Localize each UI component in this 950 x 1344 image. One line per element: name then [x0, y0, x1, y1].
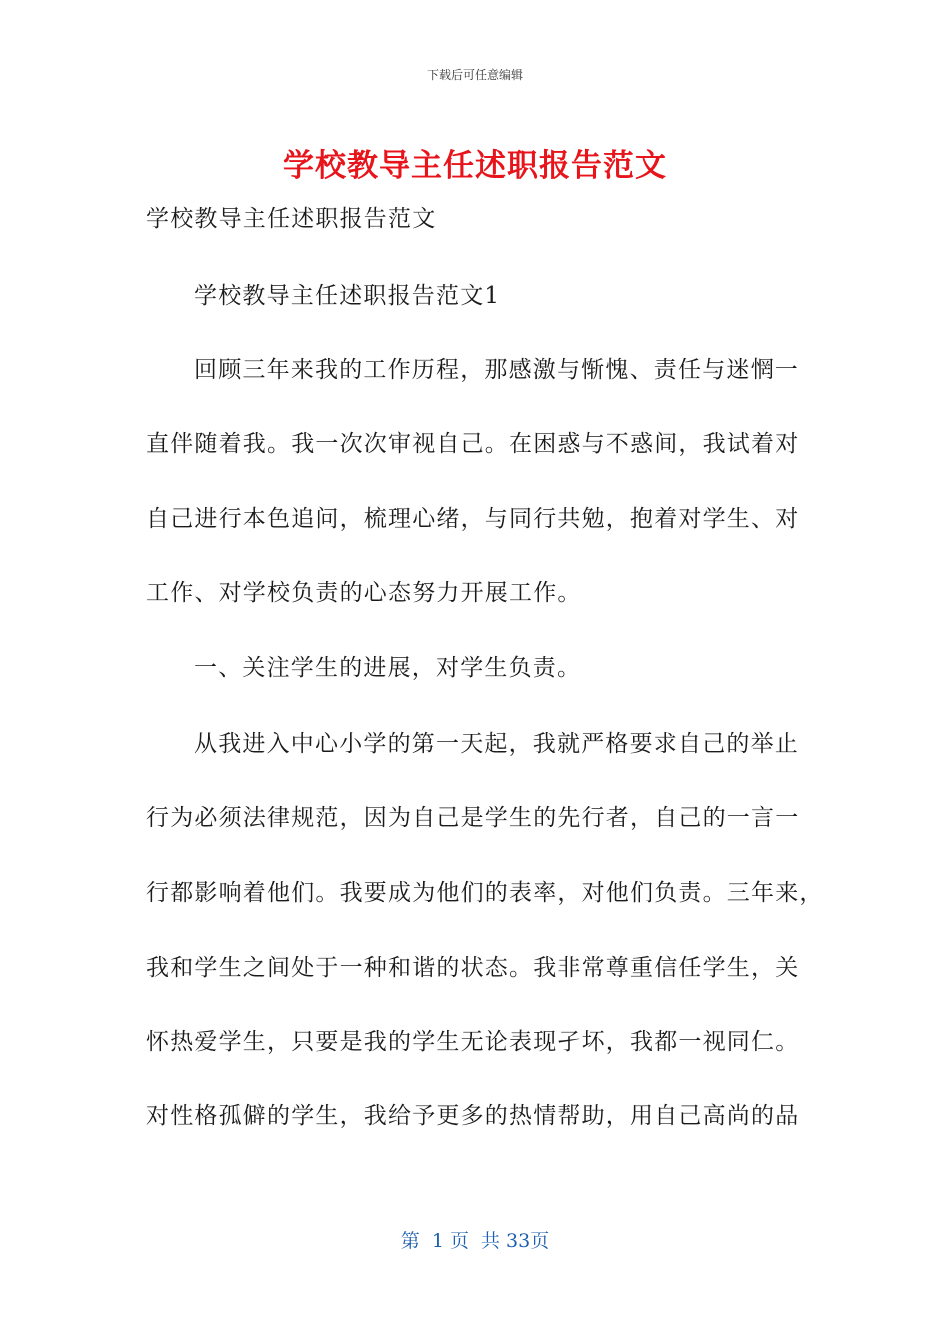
body-line: 怀热爱学生，只要是我的学生无论表现孑坏，我都一视同仁。 — [146, 1029, 800, 1055]
body-line-subtitle: 学校教导主任述职报告范文 — [146, 206, 437, 232]
header-note: 下载后可任意编辑 — [426, 68, 523, 82]
page-number-footer: 第 1 页 共 33页 — [400, 1230, 550, 1252]
body-line-section-heading: 学校教导主任述职报告范文1 — [194, 283, 501, 309]
body-line-heading: 一、关注学生的进展，对学生负责。 — [194, 655, 582, 681]
document-title: 学校教导主任述职报告范文 — [283, 148, 667, 184]
body-line: 我和学生之间处于一种和谐的状态。我非常尊重信任学生，关 — [146, 955, 800, 981]
body-line: 从我进入中心小学的第一天起，我就严格要求自己的举止 — [194, 731, 799, 757]
body-line: 行为必须法律规范，因为自己是学生的先行者，自己的一言一 — [146, 805, 800, 831]
body-line: 回顾三年来我的工作历程，那感激与惭愧、责任与迷惘一 — [194, 357, 799, 383]
body-line: 直伴随着我。我一次次审视自己。在困惑与不惑间，我试着对 — [146, 431, 800, 457]
body-line: 工作、对学校负责的心态努力开展工作。 — [146, 580, 582, 606]
body-line: 对性格孤僻的学生，我给予更多的热情帮助，用自己高尚的品 — [146, 1103, 800, 1129]
body-line: 自己进行本色追问，梳理心绪，与同行共勉，抱着对学生、对 — [146, 506, 800, 532]
body-line: 行都影响着他们。我要成为他们的表率，对他们负责。三年来， — [146, 880, 824, 906]
